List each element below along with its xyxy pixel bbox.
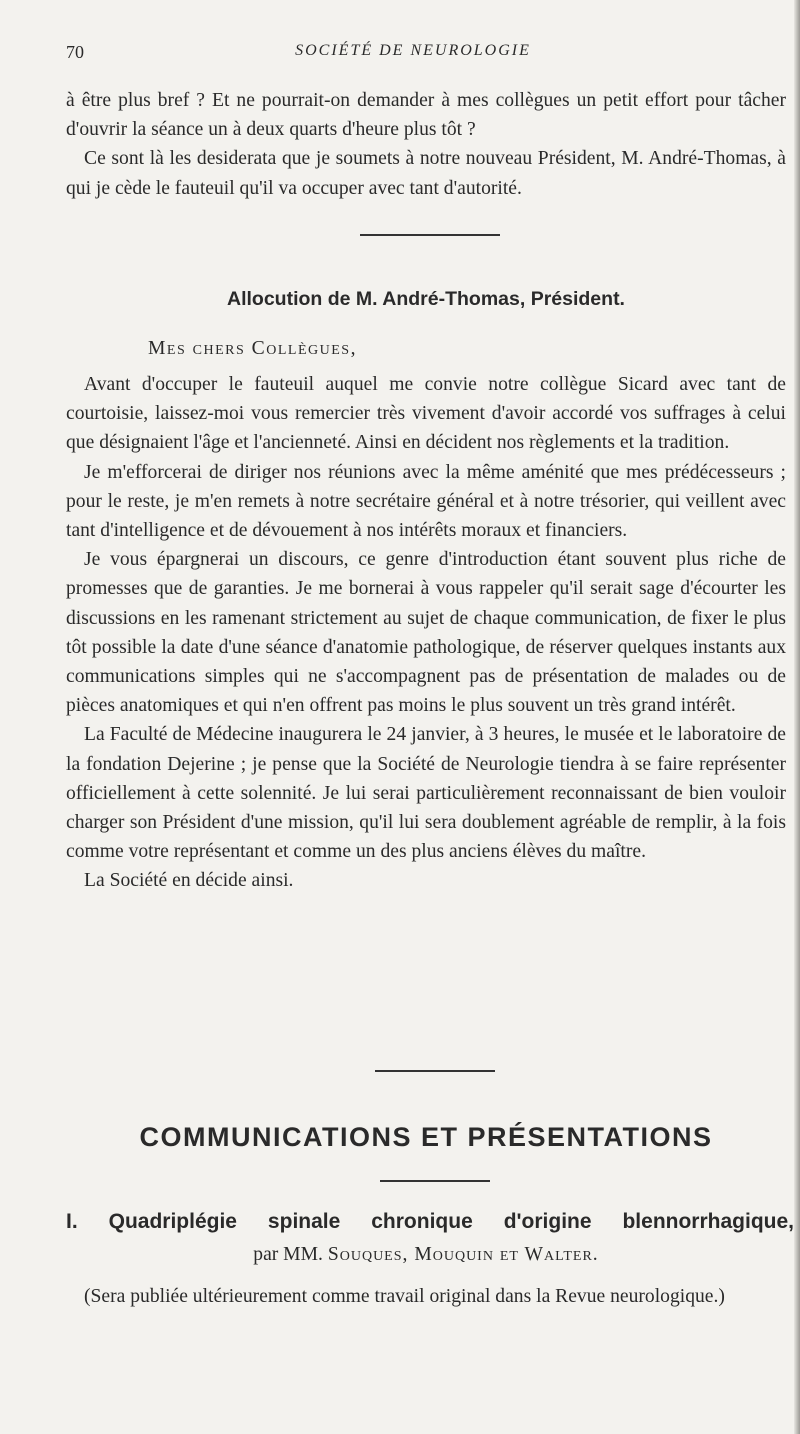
page-header [66,42,760,68]
section-divider [375,1070,495,1072]
allocution-paragraph: Avant d'occuper le fauteuil auquel me convie notre collègue Sicard avec tant de courtoisie, laissez-moi vous remercier très vivement d'avoir accordé vos suffrages à celui que désignaient l'âge et l'ancienneté. Ainsi en décident nos règlements et la tradition. [66,374,786,454]
allocution-body [66,370,786,896]
communications-heading: COMMUNICATIONS ET PRÉSENTATIONS [139,1122,713,1152]
allocution-title: Allocution de M. André-Thomas, Président. [227,288,625,310]
running-title: SOCIÉTÉ DE NEUROLOGIE [295,42,531,59]
section-divider [380,1180,490,1182]
section-divider [360,234,500,236]
allocution-paragraph: La Faculté de Médecine inaugurera le 24 janvier, à 3 heures, le musée et le laboratoire de la fondation Dejerine ; je pense que la Société de Neurologie tiendra à se faire représenter officiellement à cette solennité. Je lui serai particulièrement reconnaissant de bien vouloir charger son Président d'une mission, qu'il lui sera doublement agréable de remplir, à la fois comme votre représentant et comme un des plus anciens élèves du maître. [66,724,786,863]
authors-prefix: par MM. [253,1244,323,1265]
salutation: Mes chers Collègues, [148,338,357,359]
intro-block [66,86,786,203]
authors-names: Souques, Mouquin et Walter. [327,1244,599,1265]
communication-authors [66,1244,786,1266]
intro-paragraph: Ce sont là les desiderata que je soumets à notre nouveau Président, M. André-Thomas, à qui je cède le fauteuil qu'il va occuper avec tant d'autorité. [66,148,786,199]
allocution-paragraph: La Société en décide ainsi. [84,870,294,892]
allocution-paragraph: Je vous épargnerai un discours, ce genre d'introduction étant souvent plus riche de promesses que de garanties. Je me bornerai à vous rappeler qu'il serait sage d'écourter les discussions en les ramenant strictement au sujet de chaque communication, de fixer le plus tôt possible la date d'une séance d'anatomie pathologique, de réserver quelques instants aux communications simples qui ne s'accompagnent pas de présentation de malades ou de pièces anatomiques et qui n'en offrent pas moins le plus souvent un très grand intérêt. [66,549,786,717]
allocution-paragraph: Je m'efforcerai de diriger nos réunions avec la même aménité que mes prédécesseurs ; pour le reste, je m'en remets à notre secrétaire général et à notre trésorier, qui veillent avec tant d'intelligence et de dévouement à nos intérêts moraux et financiers. [66,461,786,542]
publication-note: (Sera publiée ultérieurement comme travail original dans la Revue neurologique.) [84,1286,725,1307]
page-number: 70 [66,42,84,62]
communication-title: I. Quadriplégie spinale chronique d'origine blennorrhagique, [66,1210,794,1233]
page-edge [794,0,800,1434]
intro-paragraph: à être plus bref ? Et ne pourrait-on demander à mes collègues un petit effort pour tâcher d'ouvrir la séance un à deux quarts d'heure plus tôt ? [66,90,786,141]
